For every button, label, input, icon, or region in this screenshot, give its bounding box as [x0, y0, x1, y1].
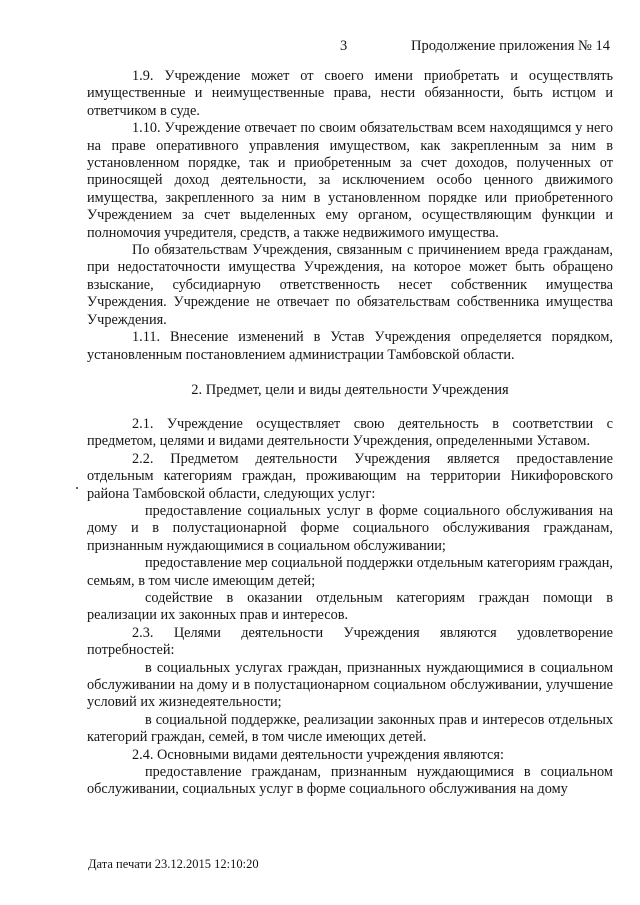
paragraph-2-4: 2.4. Основными видами деятельности учреждения являются: — [132, 746, 504, 763]
list-item: предоставление социальных услуг в форме социального обслуживания на дому и в полустационарной форме социального обслуживания гражданам, признанным нуждающимися в социальном обслуживании; — [87, 502, 613, 554]
paragraph-1-10: 1.10. Учреждение отвечает по своим обязательствам всем находящимся у него на праве оперативного управления имуществом, как закрепленным за ним в установленном порядке, так и приобретенным за счет доходов, полученных от приносящей доход деятельности, за исключением особо ценного движимого имущества, закрепленного за ним в установленном порядке или приобретенного Учреждением за счет выделенных ему органом, осуществляющим функции и полномочия учредителя, средств, а также недвижимого имущества. — [87, 120, 613, 241]
paragraph-2-2: 2.2. Предметом деятельности Учреждения является предоставление отдельным категориям граждан, проживающим на территории Никифоровского района Тамбовской области, следующих услуг: — [87, 450, 613, 502]
paragraph-1-11: 1.11. Внесение изменений в Устав Учреждения определяется порядком, установленным постановлением администрации Тамбовской области. — [87, 329, 613, 363]
paragraph-liability: По обязательствам Учреждения, связанным с причинением вреда гражданам, при недостаточности имущества Учреждения, на которое может быть обращено взыскание, субсидиарную ответственность несет собственник имущества Учреждения. Учреждение не отвечает по обязательствам собственника имущества Учреждения. — [87, 242, 613, 328]
page-header — [0, 38, 640, 58]
list-item: содействие в оказании отдельным категориям граждан помощи в реализации их законных прав и интересов. — [87, 589, 613, 624]
list-item: предоставление гражданам, признанным нуждающимися в социальном обслуживании, социальных услуг в форме социального обслуживания на дому — [87, 764, 613, 798]
section-heading: 2. Предмет, цели и виды деятельности Учреждения — [191, 381, 509, 398]
list-item: в социальных услугах граждан, признанных нуждающимися в социальном обслуживании на дому и в полустационарном социальном обслуживании, улучшение условий их жизнедеятельности; — [87, 659, 613, 711]
paragraph-2-3: 2.3. Целями деятельности Учреждения являются удовлетворение потребностей: — [87, 624, 613, 659]
list-item: в социальной поддержке, реализации законных прав и интересов отдельных категорий граждан, семей, в том числе имеющих детей. — [87, 711, 613, 746]
print-date-footer: Дата печати 23.12.2015 12:10:20 — [88, 857, 259, 871]
document-body — [87, 68, 613, 799]
appendix-label: Продолжение приложения № 14 — [411, 38, 610, 54]
list-item: предоставление мер социальной поддержки отдельным категориям граждан, семьям, в том числе имеющим детей; — [87, 555, 613, 589]
scan-speck — [76, 487, 78, 489]
paragraph-2-1: 2.1. Учреждение осуществляет свою деятельность в соответствии с предметом, целями и видами деятельности Учреждения, определенными Уставом. — [87, 415, 613, 450]
page-number: 3 — [340, 38, 348, 54]
paragraph-1-9: 1.9. Учреждение может от своего имени приобретать и осуществлять имущественные и неимущественные права, нести обязанности, быть истцом и ответчиком в суде. — [87, 68, 613, 119]
